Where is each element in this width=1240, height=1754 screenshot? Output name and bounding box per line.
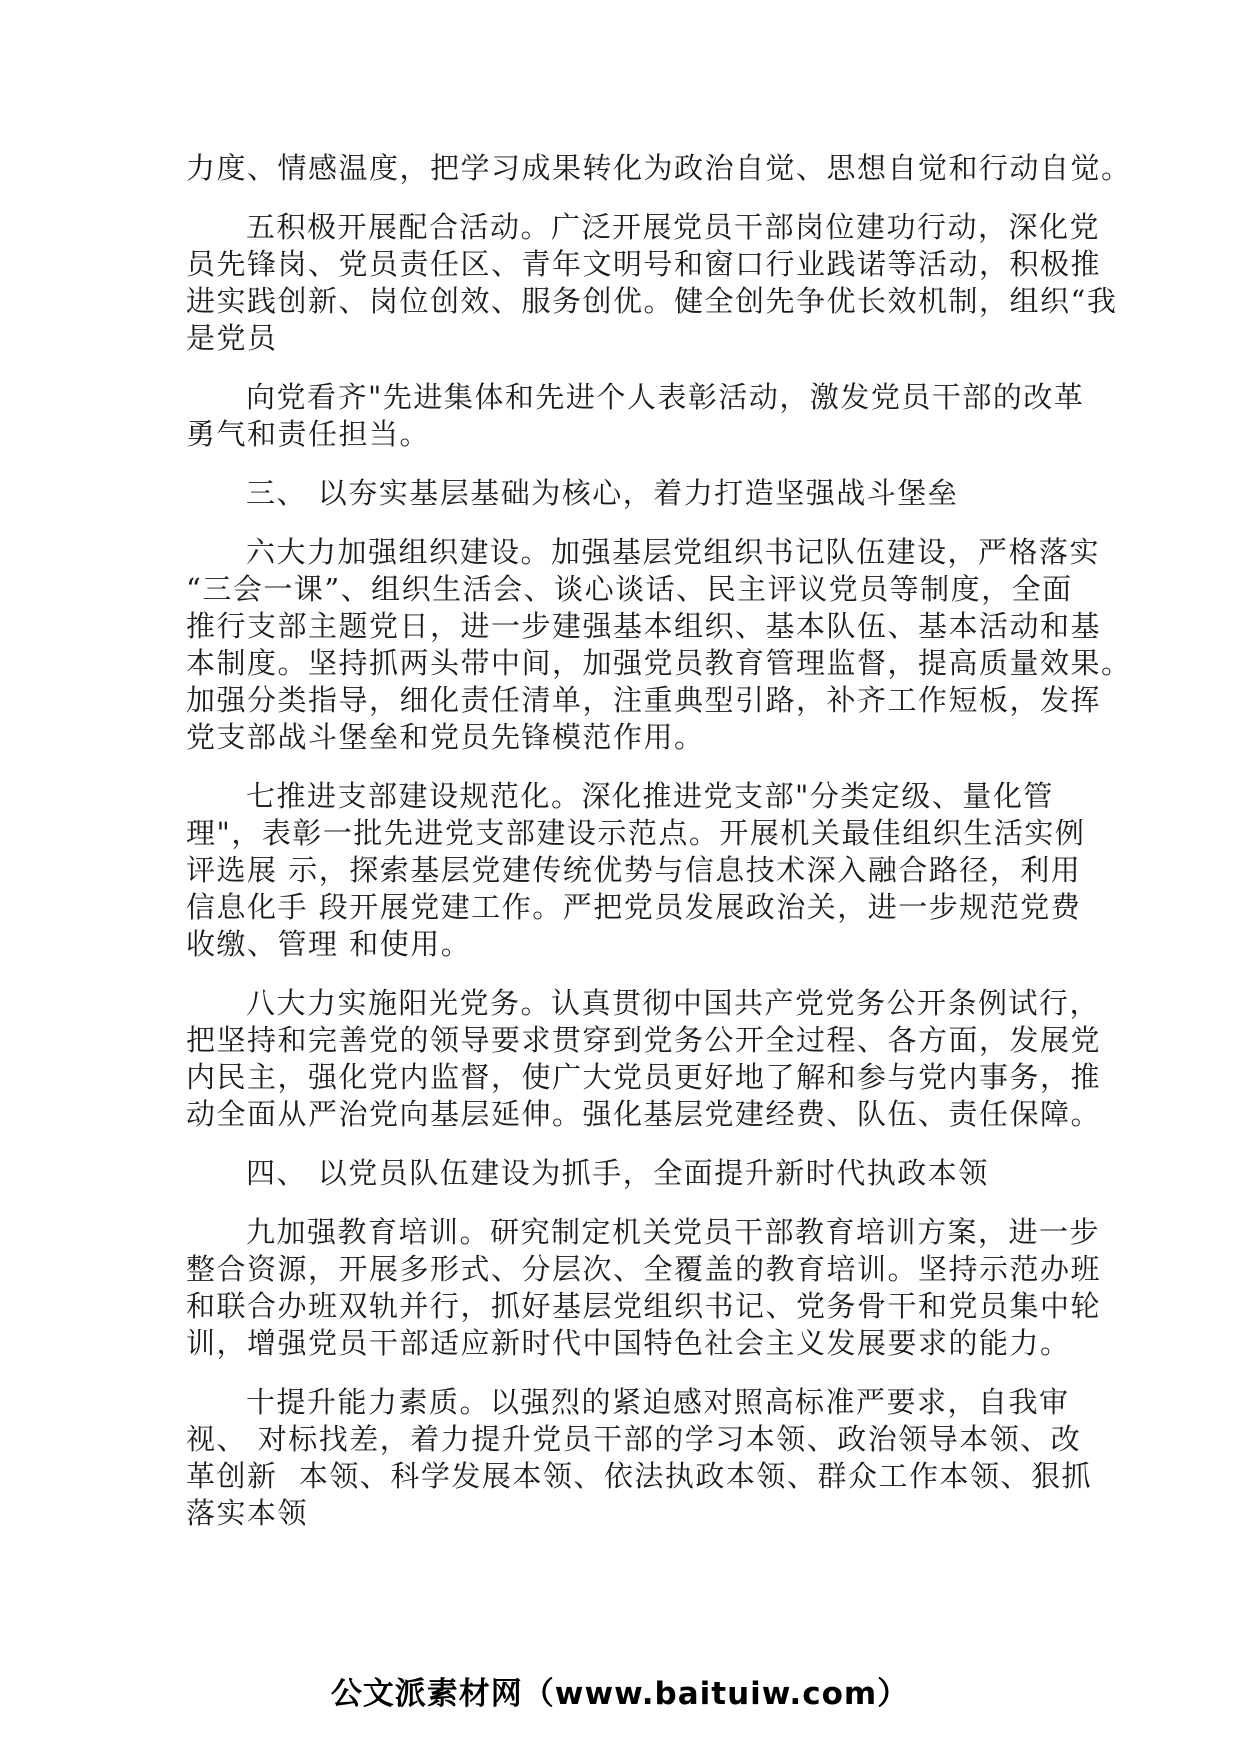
text-line: 落实本领: [186, 1496, 309, 1530]
text-line: 八大力实施阳光党务。认真贯彻中国共产党党务公开条例试行，: [246, 986, 1101, 1020]
text-line: 推行支部主题党日，进一步建强基本组织、基本队伍、基本活动和基: [186, 609, 1102, 643]
text-line: 把坚持和完善党的领导要求贯穿到党务公开全过程、各方面，发展党: [186, 1023, 1102, 1057]
text-line: 勇气和责任担当。: [186, 417, 431, 451]
text-line: 三、 以夯实基层基础为核心，着力打造坚强战斗堡垒: [246, 476, 959, 510]
text-line: 向党看齐"先进集体和先进个人表彰活动，激发党员干部的改革: [246, 380, 1085, 414]
text-line: 信息化手 段开展党建工作。严把党员发展政治关，进一步规范党费: [186, 890, 1082, 924]
text-line: 本制度。坚持抓两头带中间，加强党员教育管理监督，提高质量效果。: [186, 646, 1132, 680]
text-line: 四、 以党员队伍建设为抓手，全面提升新时代执政本领: [246, 1156, 989, 1190]
text-line: 七推进支部建设规范化。深化推进党支部"分类定级、量化管: [246, 779, 1054, 813]
text-line: 六大力加强组织建设。加强基层党组织书记队伍建设，严格落实: [246, 535, 1101, 569]
document-body: [186, 150, 1132, 1554]
footer-watermark: 公文派素材网（www.baituiw.com）: [330, 1676, 910, 1712]
paragraph: [186, 379, 1085, 453]
text-line: 内民主，强化党内监督，使广大党员更好地了解和参与党内事务，推: [186, 1060, 1102, 1094]
text-line: 训，增强党员干部适应新时代中国特色社会主义发展要求的能力。: [186, 1326, 1071, 1360]
paragraph: [186, 534, 1132, 756]
paragraph: [186, 778, 1086, 963]
text-line: 和联合办班双轨并行，抓好基层党组织书记、党务骨干和党员集中轮: [186, 1289, 1102, 1323]
text-line: 收缴、管理 和使用。: [186, 927, 472, 961]
section-heading: [186, 1155, 1056, 1192]
paragraph: [186, 1214, 1102, 1362]
paragraph: [186, 150, 1132, 187]
text-line: 力度、情感温度，把学习成果转化为政治自觉、思想自觉和行动自觉。: [186, 151, 1132, 185]
text-line: 是党员: [186, 321, 278, 355]
text-line: 评选展 示，探索基层党建传统优势与信息技术深入融合路径，利用: [186, 853, 1082, 887]
text-line: 党支部战斗堡垒和党员先锋模范作用。: [186, 720, 705, 754]
paragraph: [186, 1384, 1092, 1532]
paragraph: [186, 985, 1102, 1133]
text-line: “三会一课”、组织生活会、谈心谈话、民主评议党员等制度，全面: [186, 572, 1073, 606]
text-line: 进实践创新、岗位创效、服务创优。健全创先争优长效机制，组织“我: [186, 284, 1118, 318]
text-line: 加强分类指导，细化责任清单，注重典型引路，补齐工作短板，发挥: [186, 683, 1102, 717]
text-line: 革创新 本领、科学发展本领、依法执政本领、群众工作本领、狠抓: [186, 1459, 1092, 1493]
text-line: 九加强教育培训。研究制定机关党员干部教育培训方案，进一步: [246, 1215, 1101, 1249]
text-line: 理"，表彰一批先进党支部建设示范点。开展机关最佳组织生活实例: [186, 816, 1086, 850]
text-line: 员先锋岗、党员责任区、青年文明号和窗口行业践诺等活动，积极推: [186, 247, 1102, 281]
section-heading: [186, 475, 1056, 512]
text-line: 整合资源，开展多形式、分层次、全覆盖的教育培训。坚持示范办班: [186, 1252, 1102, 1286]
text-line: 五积极开展配合活动。广泛开展党员干部岗位建功行动，深化党: [246, 210, 1101, 244]
text-line: 视、 对标找差，着力提升党员干部的学习本领、政治领导本领、改: [186, 1422, 1082, 1456]
text-line: 十提升能力素质。以强烈的紧迫感对照高标准严要求，自我审: [246, 1385, 1070, 1419]
paragraph: [186, 209, 1118, 357]
text-line: 动全面从严治党向基层延伸。强化基层党建经费、队伍、责任保障。: [186, 1097, 1102, 1131]
